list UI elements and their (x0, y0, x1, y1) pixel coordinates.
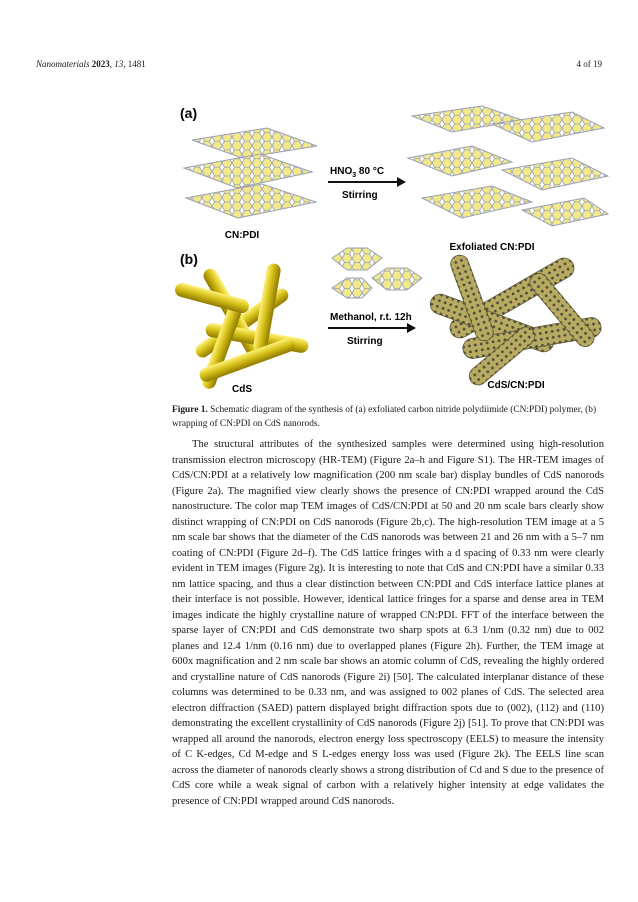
figure-caption (172, 403, 604, 431)
panel-a-label: (a) (180, 105, 198, 121)
exfoliated-fragments (332, 248, 422, 298)
article-number: 1481 (127, 59, 146, 69)
running-header: Nanomaterials 2023, 13, 1481 4 of 19 (36, 59, 602, 69)
figure-1-schematic (172, 98, 612, 398)
cnpdi-label: CN:PDI (224, 230, 260, 241)
stacked-sheets (184, 128, 317, 218)
cds-cnpdi-label: CdS/CN:PDI (487, 380, 545, 391)
body-paragraph: The structural attributes of the synthesized samples were determined using high-resolution transmission electron microscopy (HR-TEM) (Figure 2a–h and Figure S1). The HR-TEM images of CdS/CN:PDI at a relatively low magnification (200 nm scale bar) display bundles of CdS nanorods (Figure 2a). The magnified view clearly shows the presence of CN:PDI wrapped around the CdS nanostructure. The color map TEM images of CdS/CN:PDI at 50 and 20 nm scale bars clearly show distinct wrapping of CN:PDI on CdS nanorods (Figure 2b,c). The high-resolution TEM image at a 5 nm scale bar shows that the diameter of the CdS nanorods was between 21 and 26 nm with a 5–7 nm coating of CN:PDI (Figure 2d–f). The CdS lattice fringes with a d spacing of 0.33 nm were clearly evident in TEM images (Figure 2g). It is interesting to note that CdS and CN:PDI have a similar 0.33 nm lattice spacing, and thus a clear distinction between CN:PDI and CdS interface lattice planes at their interface is not possible. However, identical lattice fringes for a sparse and dense area in TEM images indicate the highly crystalline nature of wrapped CN:PDI. FFT of the interface between the sparse layer of CN:PDI and CdS demonstrate two sharp spots at 6.3 1/nm (0.32 nm) due to 002 planes and 12.4 1/nm (0.16 nm) due to overlapped planes (Figure 2h). Further, the TEM image at 600x magnification and 2 nm scale bar shows an atomic column of CdS, revealing the highly ordered and crystalline nature of CdS nanorods (Figure 2i) [50]. The calculated interplanar distance of these columns was determined to be 0.33 nm, and was assigned to 002 planes of CdS. The selected area electron diffraction (SAED) pattern displayed bright diffraction spots due to (002), (112) and (110) demonstrating the excellent crystallinity of CdS nanorods (Figure 2j) [51]. To prove that CN:PDI was wrapped all around the nanorods, electron energy loss spectroscopy (EELS) to measure the intensity of C K-edges, Cd M-edge and S L-edges energy loss was used (Figure 2k). The EELS line scan across the diameter of nanorods clearly shows a strong distribution of Cd and S due to the presence of CdS core while a weak signal of carbon with a relatively higher intensity at edge validates the presence of CN:PDI wrapped around CdS nanorods. (172, 439, 604, 807)
arrow-a-stirring: Stirring (342, 190, 378, 201)
page-number: 4 of 19 (576, 59, 602, 69)
arrow-a-reagent: $HNO_3$ 80 °C (330, 166, 385, 179)
arrow-b-head (407, 323, 416, 333)
exfoliated-sheets (408, 106, 608, 226)
arrow-a-head (397, 177, 406, 187)
arrow-b-stirring: Stirring (347, 336, 383, 347)
journal-volume: 13 (114, 59, 124, 69)
exfoliated-label: Exfoliated CN:PDI (449, 242, 535, 253)
caption-label: Figure 1. (172, 405, 208, 415)
coated-nanorods (427, 253, 602, 389)
journal-name: Nanomaterials (36, 59, 90, 69)
cds-nanorods (173, 262, 309, 390)
caption-text: Schematic diagram of the synthesis of (a) exfoliated carbon nitride polydiimide (CN:PDI) polymer, (b) wrapping of CN:PDI on CdS nanorods. (172, 405, 597, 429)
body-text (172, 437, 604, 809)
panel-b-label: (b) (180, 251, 198, 267)
journal-year: 2023 (91, 59, 110, 69)
figure-1 (172, 98, 612, 398)
cds-label: CdS (232, 384, 252, 395)
arrow-b-reagent: Methanol, r.t. 12h (330, 312, 412, 323)
